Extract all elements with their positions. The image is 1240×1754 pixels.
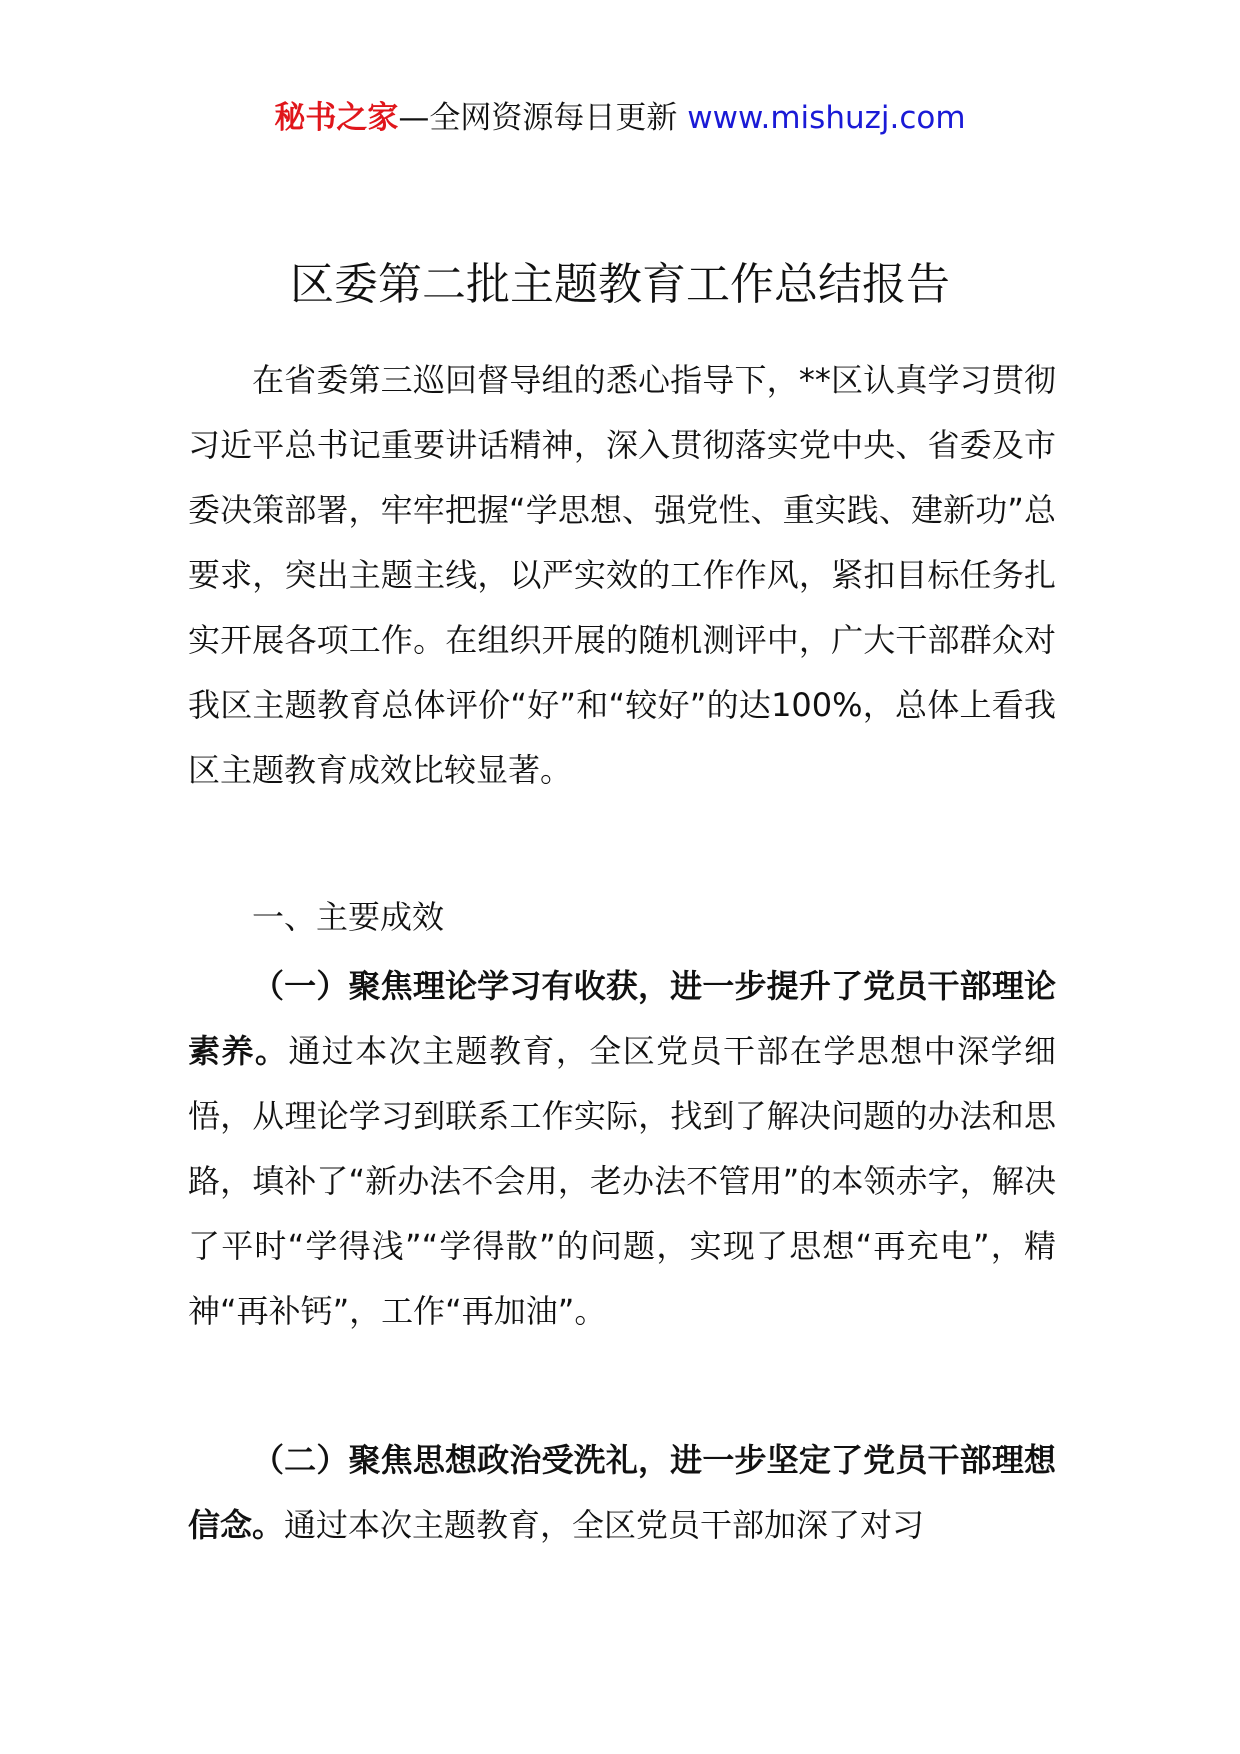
item-two-paragraph — [188, 1428, 1056, 1558]
section-heading-block — [188, 885, 1056, 950]
item-one-text: 通过本次主题教育，全区党员干部在学思想中深学细悟，从理论学习到联系工作实际，找到了解决问题的办法和思路，填补了“新办法不会用，老办法不管用”的本领赤字，解决了平时“学得浅”“学得散”的问题，实现了思想“再充电”，精神“再补钙”，工作“再加油”。 — [188, 1032, 1056, 1330]
document-title: 区委第二批主题教育工作总结报告 — [290, 259, 950, 310]
brand-name: 秘书之家 — [274, 100, 399, 136]
header-tagline: —全网资源每日更新 — [398, 100, 688, 136]
section-heading: 一、主要成效 — [252, 898, 445, 936]
page-header — [0, 98, 1240, 138]
item-one-block — [188, 954, 1056, 1344]
item-one-paragraph — [188, 954, 1056, 1344]
item-two-text: 通过本次主题教育，全区党员干部加深了对习 — [284, 1506, 925, 1544]
intro-paragraph-block — [188, 348, 1056, 803]
item-one-heading: （一）聚焦理论学习有收获，进一步提升了党员干部理论素养。 — [188, 967, 1056, 1070]
item-two-block — [188, 1428, 1056, 1558]
header-url[interactable]: www.mishuzj.com — [687, 100, 966, 136]
intro-paragraph: 在省委第三巡回督导组的悉心指导下，**区认真学习贯彻习近平总书记重要讲话精神，深入贯彻落实党中央、省委及市委决策部署，牢牢把握“学思想、强党性、重实践、建新功”总要求，突出主题主线，以严实效的工作作风，紧扣目标任务扎实开展各项工作。在组织开展的随机测评中，广大干部群众对我区主题教育总体评价“好”和“较好”的达100%，总体上看我区主题教育成效比较显著。 — [188, 361, 1056, 789]
item-two-heading: （二）聚焦思想政治受洗礼，进一步坚定了党员干部理想信念。 — [188, 1441, 1056, 1544]
